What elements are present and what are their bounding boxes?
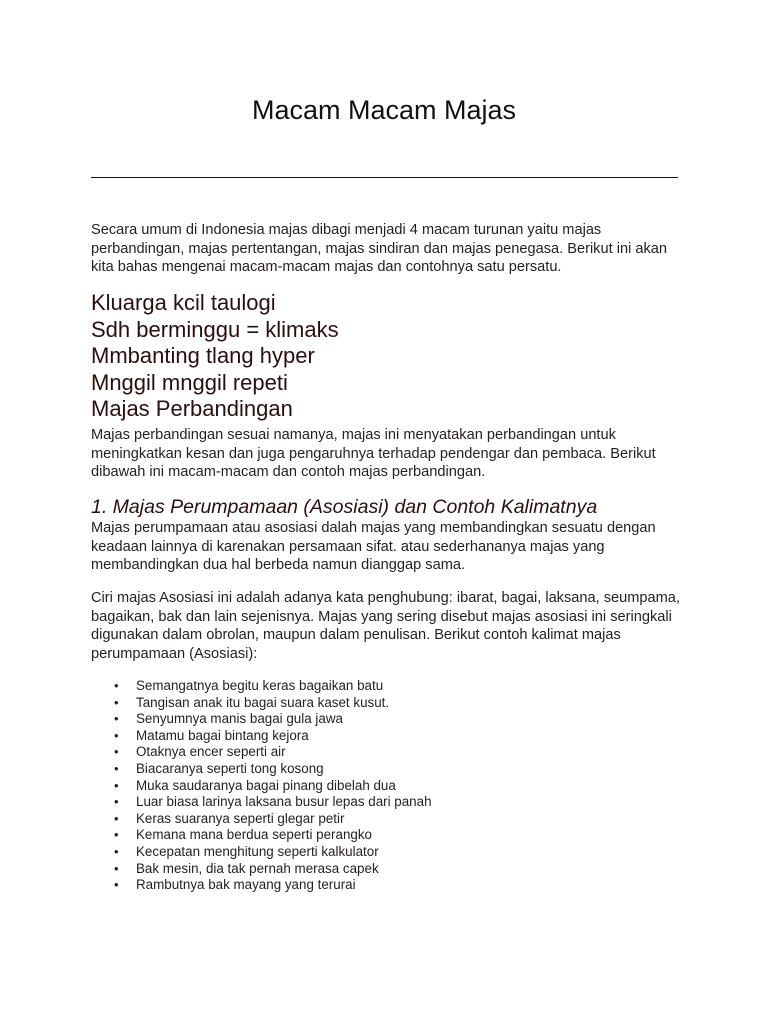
list-item <box>114 861 674 878</box>
title-divider <box>91 177 678 178</box>
mnemonic-list <box>91 290 691 423</box>
list-item-text: Kecepatan menghitung seperti kalkulator <box>136 843 379 859</box>
list-item-text: Rambutnya bak mayang yang terurai <box>136 877 356 893</box>
list-item <box>114 844 674 861</box>
bullet-icon: • <box>114 678 119 693</box>
list-item <box>114 811 674 828</box>
list-item-text: Semangatnya begitu keras bagaikan batu <box>136 678 384 693</box>
mnemonic-line: Kluarga kcil taulogi <box>91 290 276 315</box>
bullet-icon: • <box>114 810 119 826</box>
mnemonic-line: Sdh berminggu = klimaks <box>91 316 339 342</box>
list-item <box>114 794 674 811</box>
perbandingan-paragraph: Majas perbandingan sesuai namanya, majas ini menyatakan perbandingan untuk meningkatkan kesan dan juga pengaruhnya terhadap pendengar dan pembaca. Berikut dibawah ini macam-macam dan contoh majas perbandingan. <box>91 427 656 481</box>
list-item <box>114 761 674 778</box>
bullet-icon: • <box>114 711 119 727</box>
list-item <box>114 711 674 728</box>
section-1-paragraph-definition: Majas perumpamaan atau asosiasi dalah majas yang membandingkan sesuatu dengan keadaan lainnya di karenakan persamaan sifat. atau sederhananya majas yang membandingkan dua hal berbeda namun dianggap sama. <box>91 520 656 574</box>
list-item <box>114 728 674 745</box>
list-item-text: Matamu bagai bintang kejora <box>136 727 309 743</box>
list-item-text: Biacaranya seperti tong kosong <box>136 760 324 776</box>
bullet-icon: • <box>114 827 119 843</box>
list-item <box>114 744 674 761</box>
list-item-text: Luar biasa larinya laksana busur lepas dari panah <box>136 794 432 810</box>
intro-paragraph: Secara umum di Indonesia majas dibagi menjadi 4 macam turunan yaitu majas perbandingan, majas pertentangan, majas sindiran dan majas penegasa. Berikut ini akan kita bahas mengenai macam-macam majas dan contohnya satu persatu. <box>91 222 668 276</box>
section-1-paragraph-characteristics: Ciri majas Asosiasi ini adalah adanya kata penghubung: ibarat, bagai, laksana, seumpama, bagaikan, bak dan lain sejenisnya. Majas yang sering disebut majas asosiasi ini seringkali digunakan dalam obrolan, maupun dalam penulisan. Berikut contoh kalimat majas perumpamaan (Asosiasi): <box>91 590 680 662</box>
list-item-text: Keras suaranya seperti glegar petir <box>136 810 345 826</box>
bullet-icon: • <box>114 727 119 743</box>
bullet-icon: • <box>114 777 119 793</box>
list-item <box>114 678 674 695</box>
bullet-icon: • <box>114 744 119 760</box>
bullet-icon: • <box>114 794 119 810</box>
list-item <box>114 778 674 795</box>
bullet-icon: • <box>114 877 119 893</box>
bullet-icon: • <box>114 760 119 776</box>
list-item-text: Kemana mana berdua seperti perangko <box>136 827 372 843</box>
list-item <box>114 827 674 844</box>
mnemonic-line: Mnggil mnggil repeti <box>91 369 288 395</box>
example-list <box>114 678 674 894</box>
list-item-text: Otaknya encer seperti air <box>136 744 286 760</box>
list-item-text: Bak mesin, dia tak pernah merasa capek <box>136 860 379 876</box>
list-item-text: Senyumnya manis bagai gula jawa <box>136 711 343 727</box>
bullet-icon: • <box>114 860 119 876</box>
list-item-text: Muka saudaranya bagai pinang dibelah dua <box>136 777 396 793</box>
list-item-text: Tangisan anak itu bagai suara kaset kusut. <box>136 694 390 710</box>
mnemonic-line: Mmbanting tlang hyper <box>91 343 315 369</box>
bullet-icon: • <box>114 694 119 710</box>
section-heading-perbandingan: Majas Perbandingan <box>91 396 293 422</box>
list-item <box>114 695 674 712</box>
bullet-icon: • <box>114 843 119 859</box>
page-title: Macam Macam Majas <box>251 95 517 125</box>
list-item <box>114 877 674 894</box>
section-1-heading: 1. Majas Perumpamaan (Asosiasi) dan Contoh Kalimatnya <box>91 496 598 518</box>
